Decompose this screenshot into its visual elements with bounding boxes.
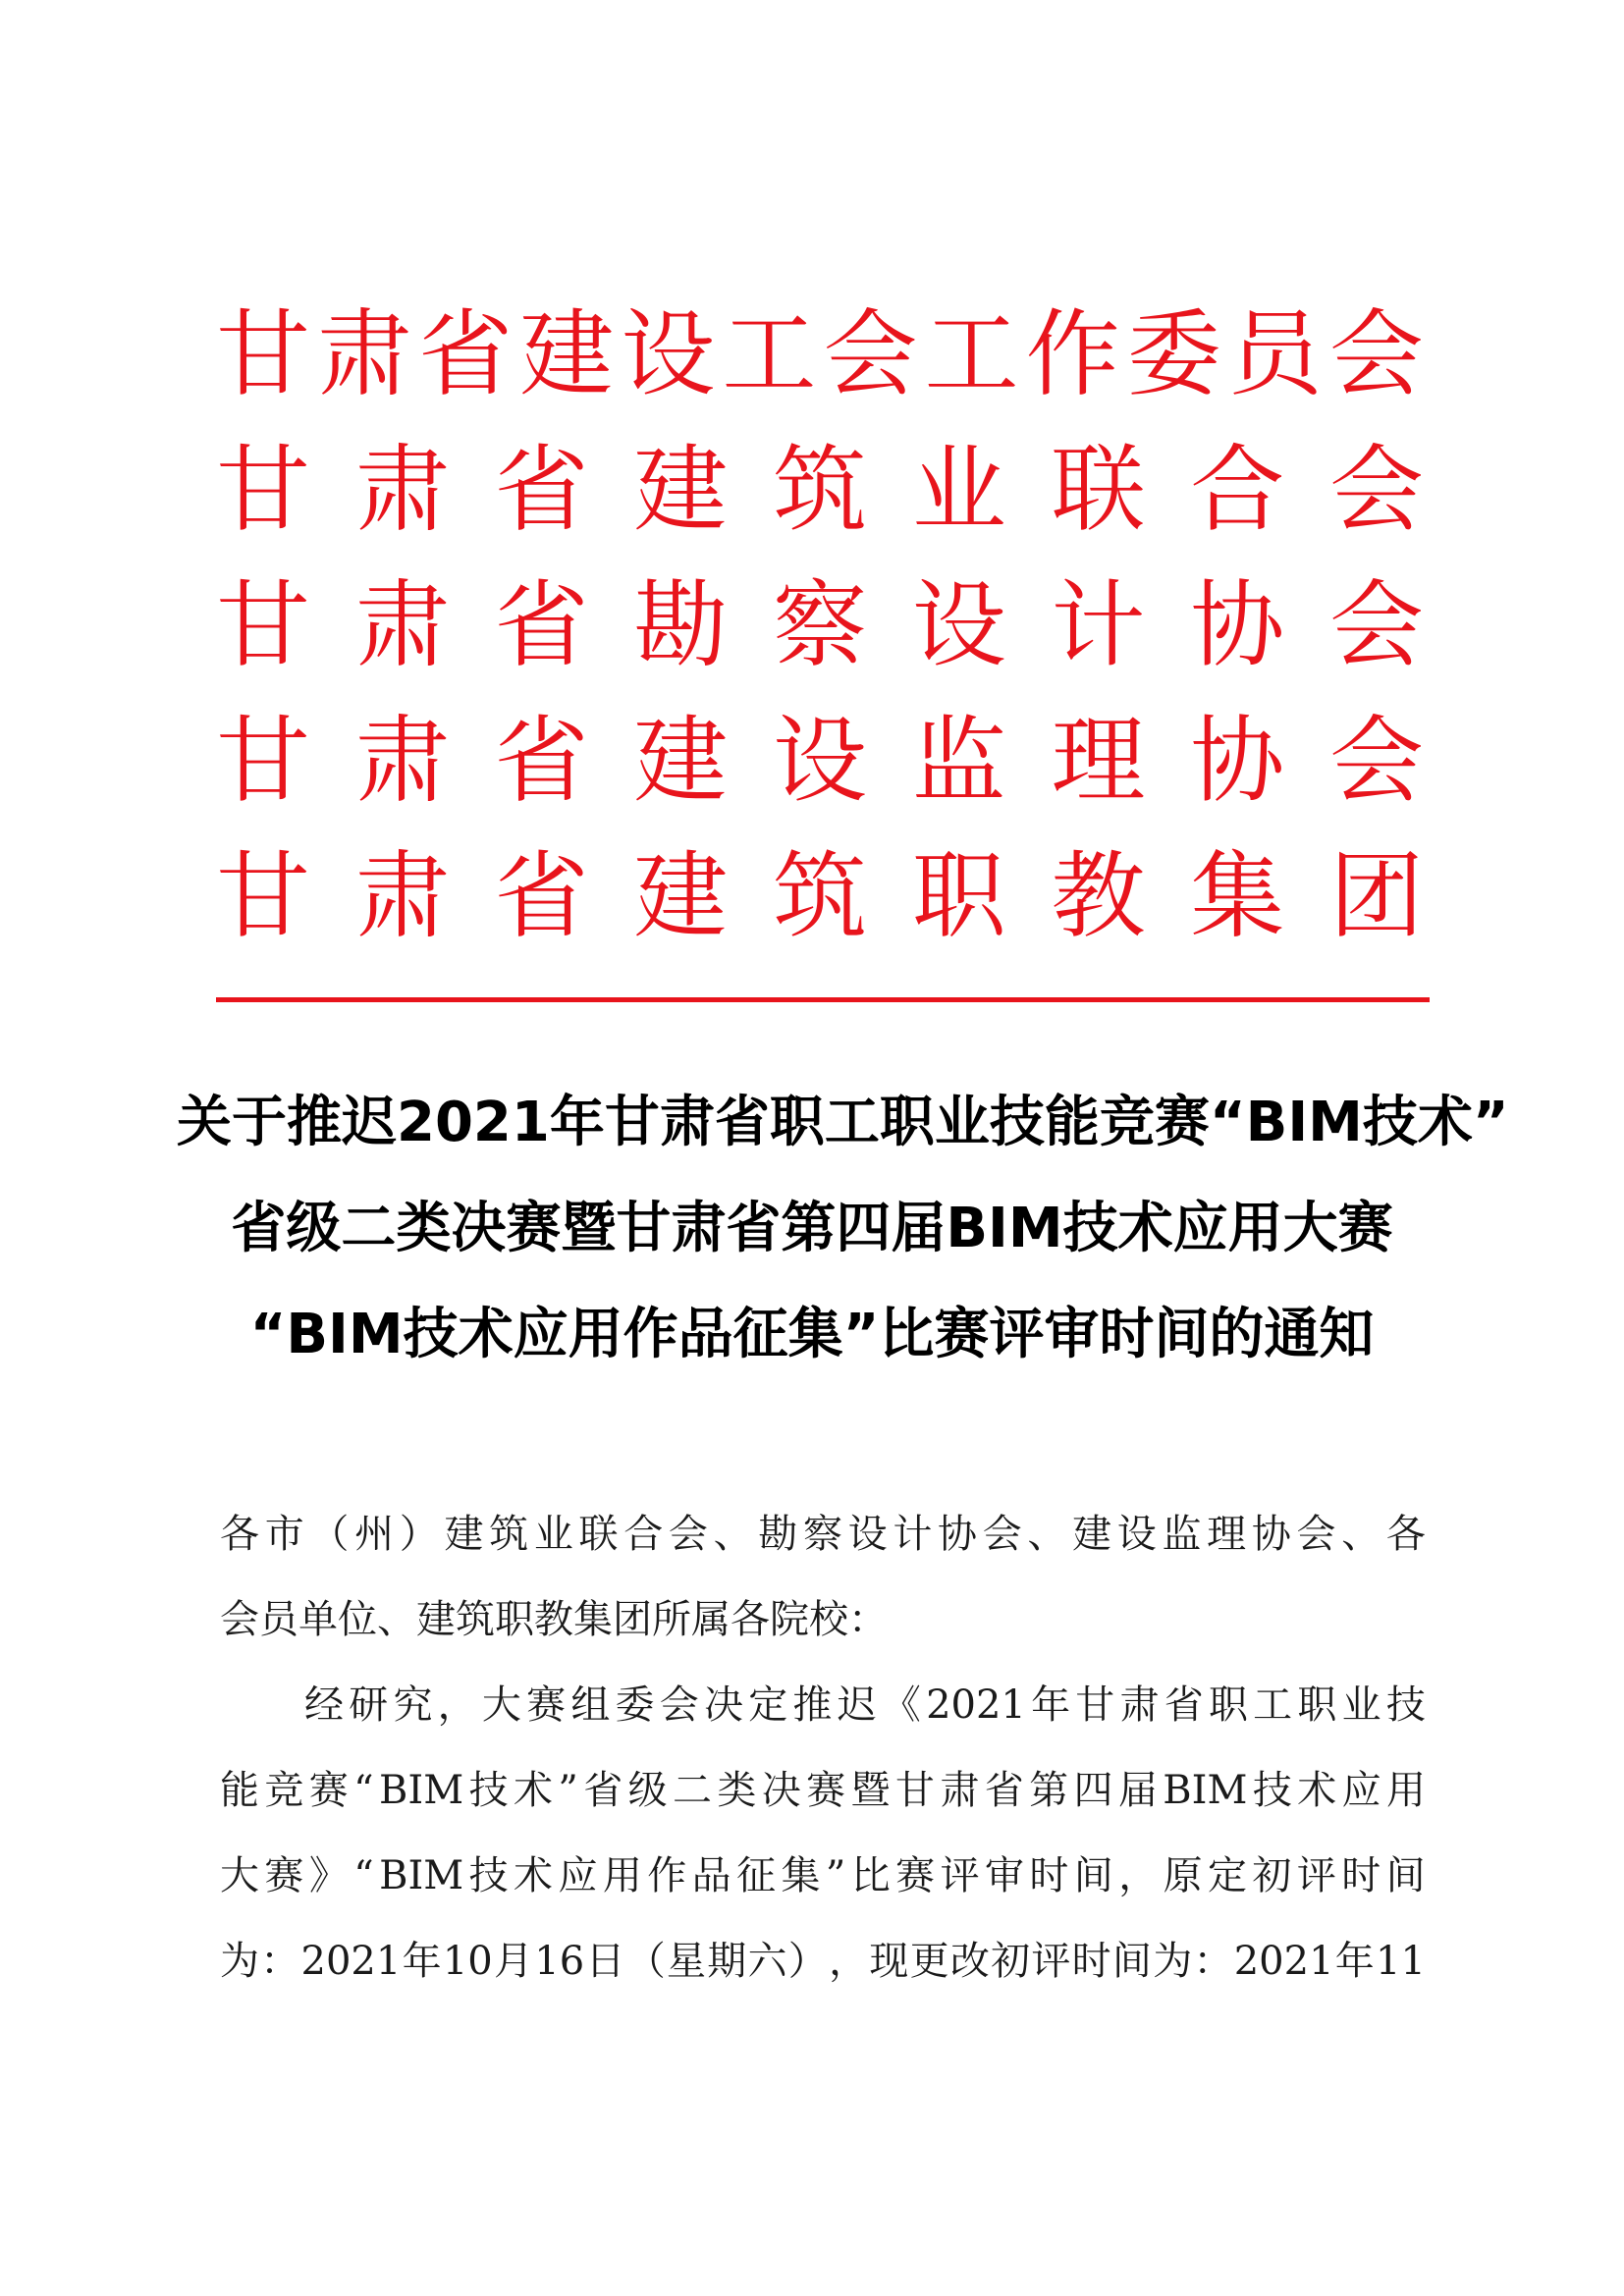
text-char: 六 [747,1939,787,1984]
text-char: 用 [1385,1768,1426,1813]
text-char: 间 [1385,1853,1426,1898]
document-body [220,1492,1426,2004]
text-char: 设 [1116,1512,1157,1557]
letterhead-org-4 [216,693,1424,828]
text-char: 省 [984,1768,1024,1813]
text-char: 建 [633,841,729,951]
text-char: 时 [1341,1853,1381,1898]
text-char: 工 [722,299,817,409]
text-char: 技 [1385,1682,1426,1728]
text-char: 初 [1252,1853,1292,1898]
text-char: 合 [1190,435,1285,545]
text-char: 业 [911,435,1006,545]
text-char: ， [437,1682,477,1728]
text-char: 术 [513,1768,553,1813]
text-char: ： [1193,1939,1233,1984]
text-char: 应 [1341,1768,1381,1813]
text-char: 建 [444,1512,484,1557]
text-char: BIM [1163,1768,1248,1813]
text-char: 建 [519,299,615,409]
text-char: 技 [468,1768,509,1813]
text-char: 审 [984,1853,1024,1898]
text-char: 评 [940,1853,980,1898]
text-char: ， [829,1939,869,1984]
text-char: ， [1118,1853,1159,1898]
text-char: 、 [1027,1512,1067,1557]
text-char: 肃 [354,570,450,680]
text-char: 省 [494,706,589,816]
text-char: 究 [393,1682,433,1728]
text-char: 会 [982,1512,1022,1557]
text-char: 《 [881,1682,921,1728]
text-char: 会 [1329,706,1424,816]
text-char: 星 [667,1939,706,1984]
text-char: 年 [402,1939,442,1984]
text-char: 研 [349,1682,389,1728]
text-char: 迟 [837,1682,877,1728]
text-char: ： [260,1939,300,1984]
text-char: 大 [220,1853,259,1898]
title-line-3: “BIM技术应用作品征集”比赛评审时间的通知 [249,1303,1375,1366]
text-char: 甘 [216,841,310,951]
text-char: 赛 [526,1682,567,1728]
text-char: 现 [869,1939,909,1984]
text-char: 时 [1029,1853,1069,1898]
text-char: 肃 [354,435,450,545]
text-char: 期 [707,1939,747,1984]
text-char: 2021 [926,1682,1026,1728]
text-char: 年 [1334,1939,1375,1984]
text-char: ” [825,1853,846,1898]
text-char: 委 [615,1682,655,1728]
text-char: BIM [379,1768,464,1813]
paragraph-line-4 [220,1919,1426,2004]
text-char: 省 [583,1768,623,1813]
text-char: 会 [1329,570,1424,680]
text-char: 市 [264,1512,304,1557]
text-char: 筑 [489,1512,529,1557]
text-char: 集 [1190,841,1285,951]
text-char: 应 [558,1853,598,1898]
text-char: 更 [909,1939,949,1984]
text-char: 届 [1117,1768,1158,1813]
text-char: 、 [713,1512,753,1557]
text-char: 第 [1029,1768,1069,1813]
text-char: 月 [494,1939,534,1984]
text-char: 省 [494,841,589,951]
addressee-line-1 [220,1492,1426,1577]
text-char: 》 [308,1853,349,1898]
letterhead-org-1 [216,287,1424,422]
paragraph-line-2 [220,1748,1426,1834]
text-char: 员 [1227,299,1323,409]
text-char: 教 [1051,841,1146,951]
text-char: 协 [1190,570,1285,680]
text-char: 改 [949,1939,990,1984]
text-char: 品 [691,1853,731,1898]
text-char: 州 [354,1512,395,1557]
text-char: 会 [823,299,918,409]
text-char: 甘 [216,570,310,680]
text-char: 建 [1072,1512,1112,1557]
document-title [177,1070,1509,1388]
text-char: 肃 [354,706,450,816]
text-char: 团 [1329,841,1424,951]
text-char: 勘 [633,570,729,680]
text-char: 建 [633,435,729,545]
text-char: 设 [621,299,716,409]
text-char: 协 [1251,1512,1291,1557]
text-char: 大 [481,1682,521,1728]
text-char: 察 [773,570,867,680]
text-char: 肃 [354,841,450,951]
text-char: 甘 [1075,1682,1115,1728]
text-char: 为 [220,1939,259,1984]
text-char: 设 [911,570,1006,680]
text-char: 建 [633,706,729,816]
title-line-1: 关于推迟2021年甘肃省职工职业技能竞赛“BIM技术” [177,1091,1509,1154]
text-char: 甘 [216,435,310,545]
text-char: 工 [1253,1682,1293,1728]
text-char: 比 [850,1853,891,1898]
text-char: 推 [792,1682,833,1728]
text-char: 能 [220,1768,259,1813]
text-char: 定 [748,1682,788,1728]
text-char: 计 [893,1512,933,1557]
text-char: 理 [1051,706,1146,816]
text-char: 暨 [850,1768,891,1813]
text-char: 决 [761,1768,801,1813]
text-char: 设 [773,706,867,816]
letterhead-org-3 [216,558,1424,693]
text-char: 甘 [216,299,310,409]
text-char: 经 [304,1682,344,1728]
text-char: 业 [1341,1682,1381,1728]
text-char: ） [787,1939,828,1984]
text-char: 各 [220,1512,259,1557]
text-char: “ [353,1768,374,1813]
text-char: 委 [1126,299,1221,409]
paragraph-line-3 [220,1834,1426,1919]
text-char: 合 [623,1512,664,1557]
letterhead-org-2 [216,422,1424,558]
text-char: 职 [911,841,1006,951]
text-char: 评 [1031,1939,1071,1984]
text-char: 作 [1025,299,1120,409]
text-char: ） [399,1512,439,1557]
text-char: 技 [1252,1768,1292,1813]
text-char: 察 [802,1512,842,1557]
text-char: 理 [1207,1512,1247,1557]
text-char: 2021 [300,1939,402,1984]
text-char: 监 [1162,1512,1202,1557]
text-char: 联 [1051,435,1146,545]
text-char: 间 [1073,1853,1113,1898]
text-char: 甘 [894,1768,935,1813]
text-char: 赛 [806,1768,846,1813]
text-char: 年 [1031,1682,1071,1728]
text-char: 甘 [216,706,310,816]
text-char: （ [309,1512,350,1557]
text-char: 会 [1329,435,1424,545]
text-char: 省 [418,299,514,409]
paragraph-line-1 [220,1663,1426,1748]
text-char: 职 [1208,1682,1248,1728]
letterhead-org-5 [216,828,1424,964]
text-char: 肃 [317,299,412,409]
text-char: 工 [924,299,1019,409]
text-char: 会 [1296,1512,1336,1557]
text-char: 会 [659,1682,699,1728]
text-char: 日 [585,1939,625,1984]
text-char: 时 [1071,1939,1111,1984]
text-char: 赛 [264,1853,304,1898]
text-char: 2021 [1233,1939,1334,1984]
text-char: 术 [1297,1768,1337,1813]
text-char: 11 [1376,1939,1426,1984]
text-char: 10 [442,1939,493,1984]
text-char: 四 [1073,1768,1113,1813]
text-char: 计 [1051,570,1146,680]
title-line-2: 省级二类决赛暨甘肃省第四届BIM技术应用大赛 [231,1197,1393,1260]
text-char: 赛 [895,1853,936,1898]
text-char: 竞 [264,1768,304,1813]
text-char: 16 [534,1939,585,1984]
text-char: 定 [1208,1853,1247,1898]
text-char: 赛 [308,1768,349,1813]
text-char: 初 [991,1939,1031,1984]
text-char: 肃 [1119,1682,1160,1728]
text-char: 监 [911,706,1006,816]
text-char: 联 [578,1512,619,1557]
text-char: 集 [781,1853,821,1898]
text-char: 、 [1341,1512,1381,1557]
text-char: 会 [668,1512,708,1557]
text-char: 级 [627,1768,668,1813]
text-char: 设 [847,1512,888,1557]
text-char: 肃 [940,1768,980,1813]
text-char: 业 [533,1512,573,1557]
text-char: BIM [379,1853,464,1898]
text-char: 作 [647,1853,687,1898]
letterhead-divider [216,997,1430,1002]
text-char: 评 [1296,1853,1336,1898]
text-char: ” [558,1768,578,1813]
text-char: 协 [1190,706,1285,816]
addressee-line-2: 会员单位、建筑职教集团所属各院校： [220,1597,888,1642]
text-char: 会 [1328,299,1424,409]
text-char: 省 [1164,1682,1204,1728]
text-char: 原 [1163,1853,1203,1898]
text-char: 术 [514,1853,554,1898]
text-char: 协 [938,1512,977,1557]
text-char: 技 [468,1853,509,1898]
text-char: 筑 [773,841,867,951]
text-char: 决 [703,1682,743,1728]
text-char: 勘 [758,1512,798,1557]
text-char: 组 [570,1682,611,1728]
text-char: 各 [1385,1512,1426,1557]
text-char: 为 [1153,1939,1193,1984]
letterhead [216,287,1424,964]
text-char: “ [353,1853,374,1898]
text-char: 类 [717,1768,757,1813]
text-char: 用 [602,1853,642,1898]
text-char: 筑 [773,435,867,545]
text-char: 职 [1297,1682,1337,1728]
text-char: 二 [672,1768,712,1813]
text-char: 省 [494,570,589,680]
text-char: 省 [494,435,589,545]
text-char: （ [625,1939,666,1984]
text-char: 征 [736,1853,777,1898]
text-char: 间 [1111,1939,1152,1984]
